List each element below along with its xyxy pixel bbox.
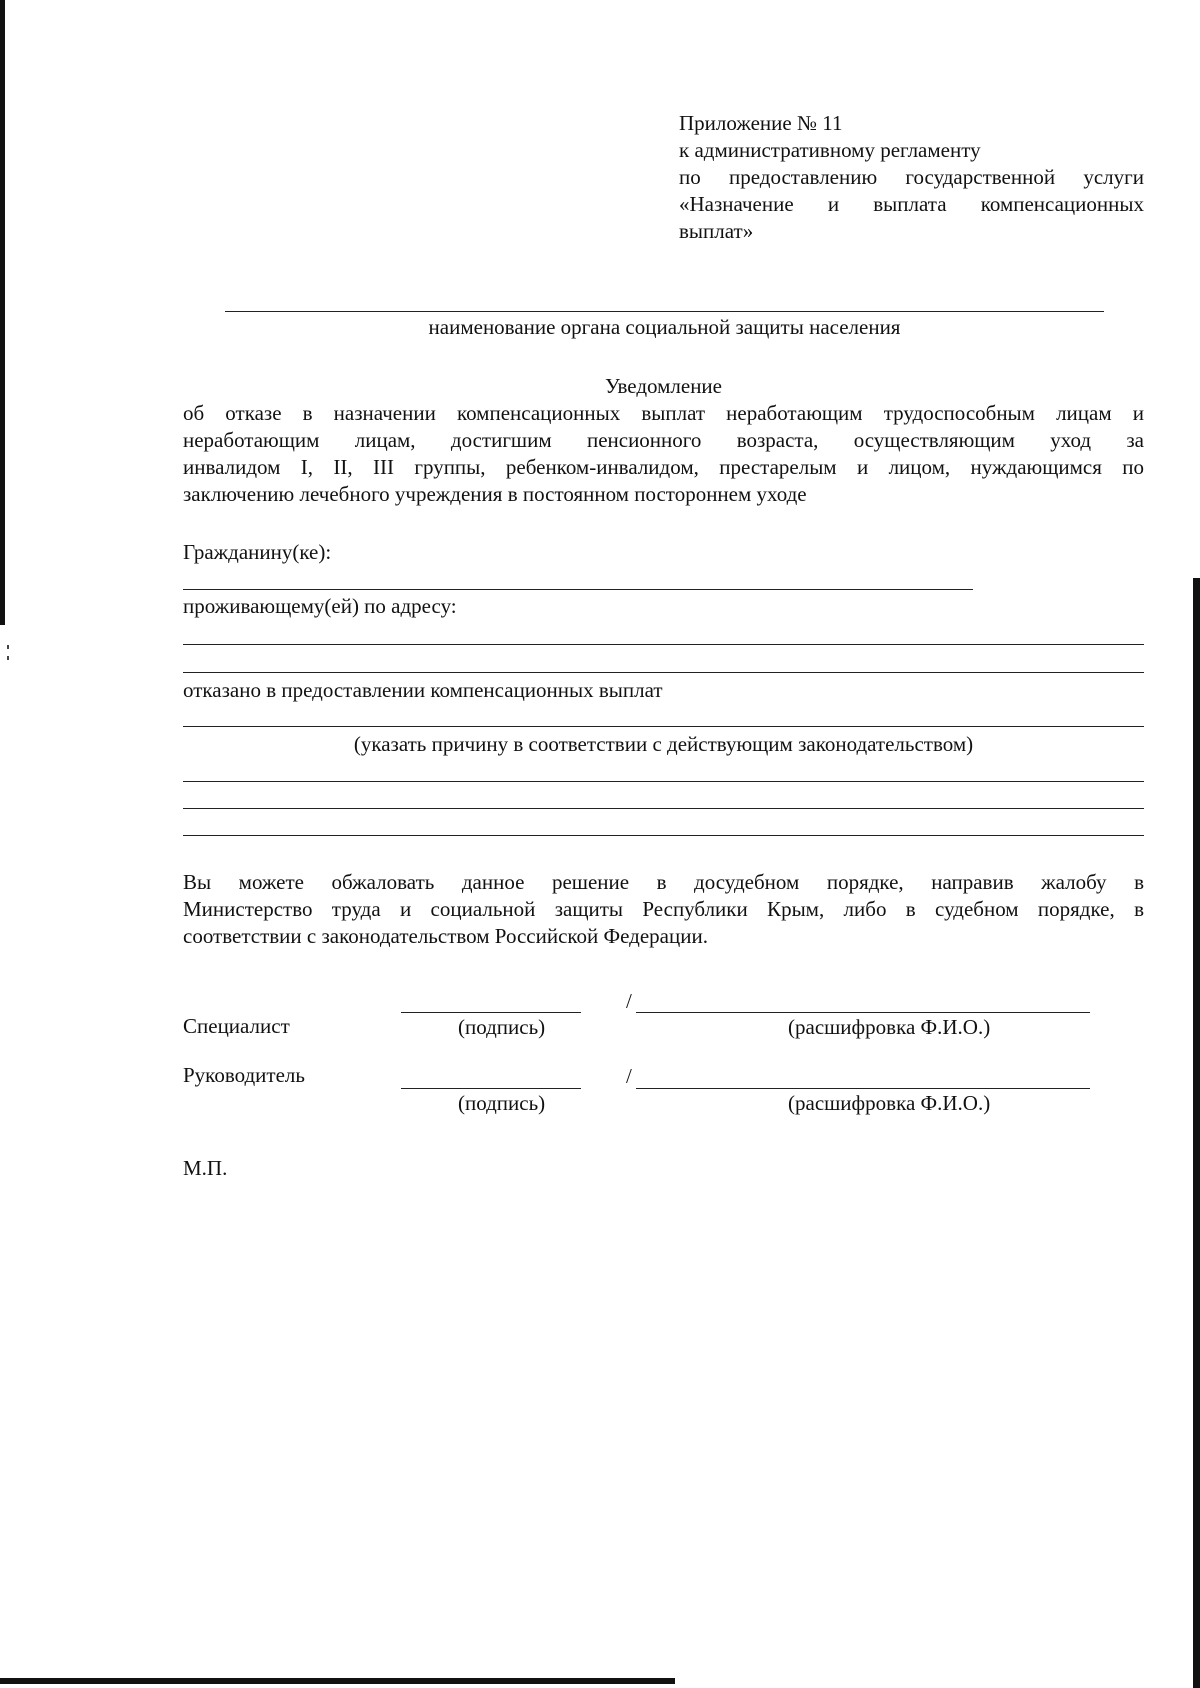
stamp-placeholder: М.П. bbox=[183, 1156, 228, 1180]
manager-label: Руководитель bbox=[183, 1063, 305, 1087]
reason-caption: (указать причину в соответствии с действующим законодательством) bbox=[353, 732, 974, 756]
citizen-name-line bbox=[183, 589, 973, 590]
notice-title: Уведомление bbox=[604, 374, 722, 398]
notice-subject bbox=[183, 400, 1144, 508]
reason-line-1 bbox=[183, 726, 1144, 727]
citizen-label: Гражданину(ке): bbox=[183, 540, 332, 564]
manager-name-caption: (расшифровка Ф.И.О.) bbox=[788, 1091, 991, 1115]
authority-name-line bbox=[225, 311, 1104, 312]
scan-edge-bottom bbox=[0, 1678, 675, 1684]
manager-name-line bbox=[636, 1088, 1090, 1089]
address-label: проживающему(ей) по адресу: bbox=[183, 594, 457, 618]
appeal-line: Вы можете обжаловать данное решение в досудебном порядке, направив жалобу в bbox=[183, 870, 1144, 894]
appeal-paragraph bbox=[183, 869, 1144, 950]
specialist-name-caption: (расшифровка Ф.И.О.) bbox=[788, 1015, 991, 1039]
specialist-slash: / bbox=[626, 989, 632, 1013]
notice-subject-line: об отказе в назначении компенсационных выплат неработающим трудоспособным лицам и bbox=[183, 401, 1144, 425]
appendix-header bbox=[679, 110, 1144, 245]
specialist-signature-line bbox=[401, 1012, 581, 1013]
manager-signature-line bbox=[401, 1088, 581, 1089]
appendix-line: «Назначение и выплата компенсационных bbox=[679, 192, 1144, 216]
notice-subject-line: инвалидом I, II, III группы, ребенком-инвалидом, престарелым и лицом, нуждающимся по bbox=[183, 455, 1144, 479]
reason-line-2 bbox=[183, 781, 1144, 782]
address-line-1 bbox=[183, 644, 1144, 645]
appeal-line: соответствии с законодательством Российской Федерации. bbox=[183, 924, 708, 948]
appendix-line: по предоставлению государственной услуги bbox=[679, 165, 1144, 189]
manager-signature-caption: (подпись) bbox=[458, 1091, 546, 1115]
scan-mark bbox=[7, 656, 9, 660]
specialist-name-line bbox=[636, 1012, 1090, 1013]
manager-slash: / bbox=[626, 1064, 632, 1088]
notice-subject-line: неработающим лицам, достигшим пенсионного возраста, осуществляющим уход за bbox=[183, 428, 1144, 452]
appeal-line: Министерство труда и социальной защиты Республики Крым, либо в судебном порядке, в bbox=[183, 897, 1144, 921]
appendix-line: к административному регламенту bbox=[679, 138, 981, 162]
scan-mark bbox=[7, 645, 9, 649]
specialist-signature-caption: (подпись) bbox=[458, 1015, 546, 1039]
address-line-2 bbox=[183, 672, 1144, 673]
reason-line-4 bbox=[183, 835, 1144, 836]
refused-text: отказано в предоставлении компенсационных выплат bbox=[183, 678, 663, 702]
scan-edge-right bbox=[1193, 578, 1200, 1688]
appendix-line: Приложение № 11 bbox=[679, 111, 843, 135]
reason-line-3 bbox=[183, 808, 1144, 809]
authority-caption: наименование органа социальной защиты населения bbox=[428, 315, 901, 339]
appendix-line: выплат» bbox=[679, 219, 754, 243]
notice-subject-line: заключению лечебного учреждения в постоянном постороннем уходе bbox=[183, 482, 807, 506]
specialist-label: Специалист bbox=[183, 1014, 290, 1038]
scan-edge-left bbox=[0, 0, 5, 625]
